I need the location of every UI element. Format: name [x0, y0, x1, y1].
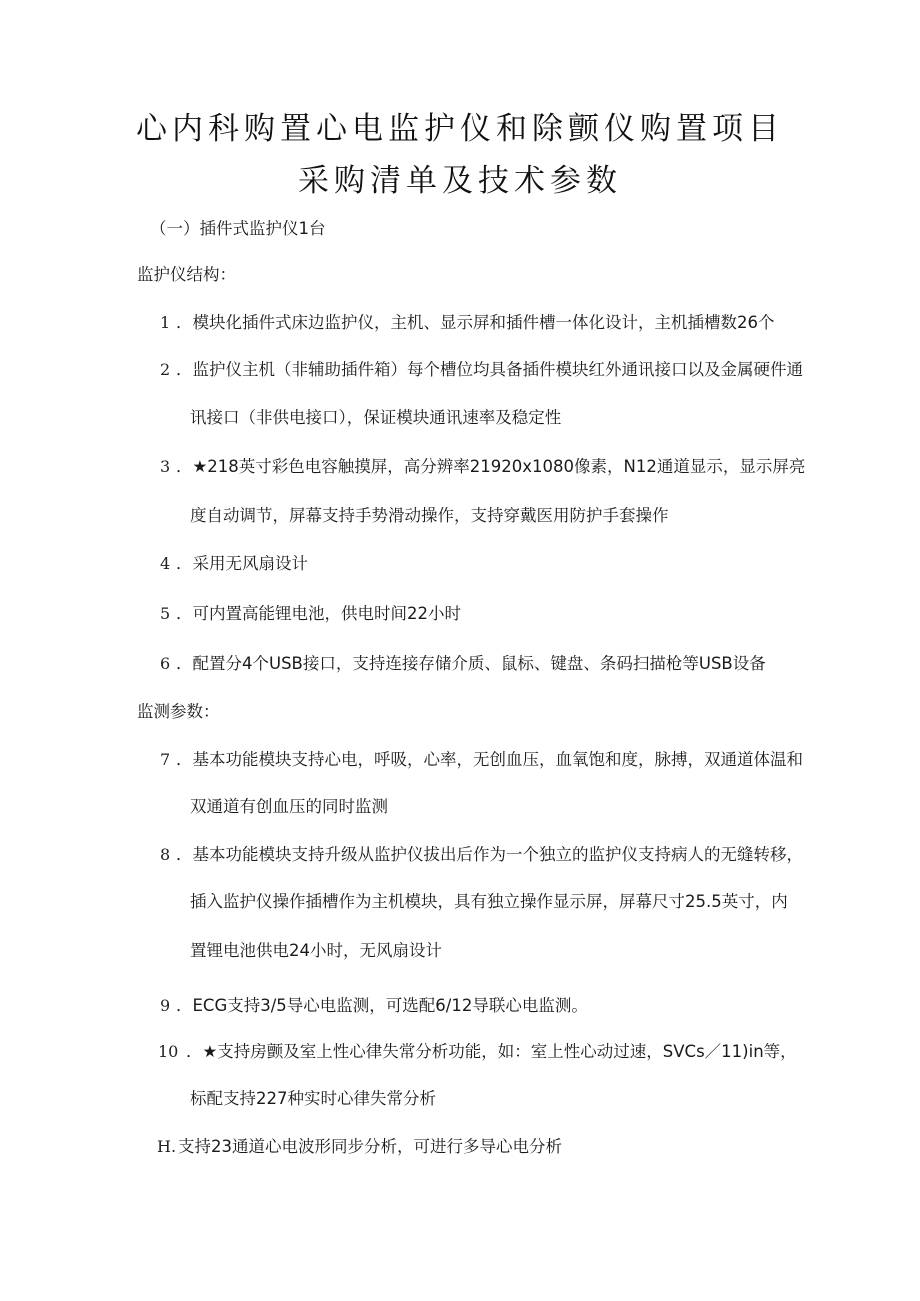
- item-text: ．可内置高能锂电池，供电时间22小时: [176, 604, 461, 623]
- item-text-continued: 讯接口（非供电接口），保证模块通讯速率及稳定性: [190, 408, 562, 427]
- item-number: H.: [157, 1137, 177, 1156]
- item-text: ．★218英寸彩色电容触摸屏，高分辨率21920x1080像素，N12通道显示，显示屏亮: [176, 457, 806, 476]
- item-text: ．基本功能模块支持升级从监护仪拔出后作为一个独立的监护仪支持病人的无缝转移，: [176, 845, 803, 864]
- item-text-continued: 标配支持227种实时心律失常分析: [190, 1089, 436, 1108]
- item-number: 2: [160, 360, 171, 379]
- document-title-line-2: 采购清单及技术参数: [298, 163, 622, 199]
- item-text: 支持23通道心电波形同步分析，可进行多导心电分析: [178, 1137, 562, 1156]
- item-number: 5: [160, 604, 171, 623]
- item-number: 10: [158, 1042, 179, 1061]
- item-text: ．采用无风扇设计: [176, 554, 308, 573]
- structure-heading: 监护仪结构：: [137, 265, 236, 284]
- item-text: ．监护仪主机（非辅助插件箱）每个槽位均具备插件模块红外通讯接口以及金属硬件通: [176, 360, 803, 379]
- item-text-continued: 置锂电池供电24小时，无风扇设计: [190, 941, 442, 960]
- item-number: 6: [160, 654, 171, 673]
- item-text: ．基本功能模块支持心电，呼吸，心率，无创血压，血氧饱和度，脉搏，双通道体温和: [176, 750, 803, 769]
- item-number: 3: [160, 457, 171, 476]
- item-text-continued: 度自动调节，屏幕支持手势滑动操作，支持穿戴医用防护手套操作: [190, 506, 669, 525]
- item-number: 4: [160, 554, 171, 573]
- item-text-continued: 插入监护仪操作插槽作为主机模块，具有独立操作显示屏，屏幕尺寸25.5英寸，内: [190, 892, 788, 911]
- item-number: 1: [160, 313, 171, 332]
- document-title-line-1: 心内科购置心电监护仪和除颤仪购置项目: [136, 111, 784, 147]
- item-text-continued: 双通道有创血压的同时监测: [190, 797, 388, 816]
- item-text: ．ECG支持3/5导心电监测，可选配6/12导联心电监测。: [176, 996, 588, 1015]
- item-number: 7: [160, 750, 171, 769]
- section-heading: （一）插件式监护仪1台: [150, 219, 326, 238]
- item-text: ．模块化插件式床边监护仪，主机、显示屏和插件槽一体化设计，主机插槽数26个: [176, 313, 775, 332]
- item-text: ．配置分4个USB接口，支持连接存储介质、鼠标、键盘、条码扫描枪等USB设备: [176, 654, 766, 673]
- item-number: 8: [160, 845, 171, 864]
- monitoring-heading: 监测参数：: [137, 702, 220, 721]
- item-number: 9: [160, 996, 171, 1015]
- item-text: ．★支持房颤及室上性心律失常分析功能，如：室上性心动过速，SVCs／11)in等，: [186, 1042, 797, 1061]
